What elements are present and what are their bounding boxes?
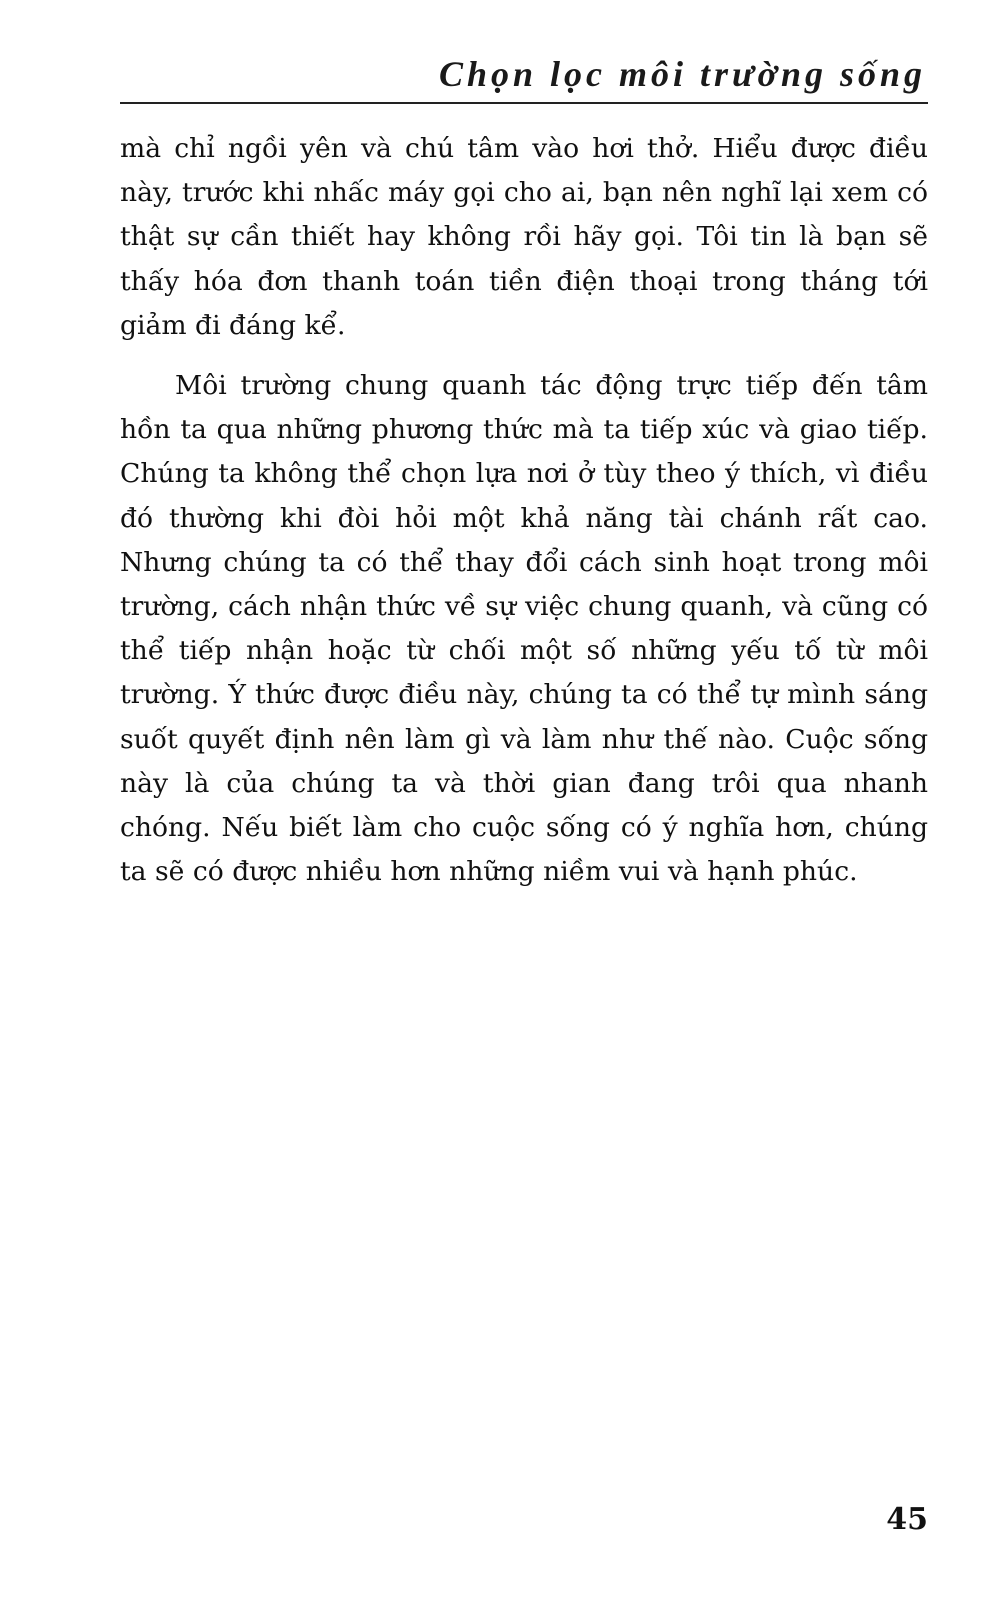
body-text <box>120 127 928 894</box>
paragraph-continued: mà chỉ ngồi yên và chú tâm vào hơi thở. Hiểu được điều này, trước khi nhấc máy gọi cho ai, bạn nên nghĩ lại xem có thật sự cần thiết hay không rồi hãy gọi. Tôi tin là bạn sẽ thấy hóa đơn thanh toán tiền điện thoại trong tháng tới giảm đi đáng kể. <box>120 133 928 341</box>
page-number: 45 <box>886 1502 928 1537</box>
paragraph: Môi trường chung quanh tác động trực tiếp đến tâm hồn ta qua những phương thức mà ta tiếp xúc và giao tiếp. Chúng ta không thể chọn lựa nơi ở tùy theo ý thích, vì điều đó thường khi đòi hỏi một khả năng tài chánh rất cao. Nhưng chúng ta có thể thay đổi cách sinh hoạt trong môi trường, cách nhận thức về sự việc chung quanh, và cũng có thể tiếp nhận hoặc từ chối một số những yếu tố từ môi trường. Ý thức được điều này, chúng ta có thể tự mình sáng suốt quyết định nên làm gì và làm như thế nào. Cuộc sống này là của chúng ta và thời gian đang trôi qua nhanh chóng. Nếu biết làm cho cuộc sống có ý nghĩa hơn, chúng ta sẽ có được nhiều hơn những niềm vui và hạnh phúc. <box>120 370 928 888</box>
running-title: Chọn lọc môi trường sống <box>439 54 926 94</box>
header-rule <box>120 102 928 104</box>
page-header <box>120 52 928 100</box>
